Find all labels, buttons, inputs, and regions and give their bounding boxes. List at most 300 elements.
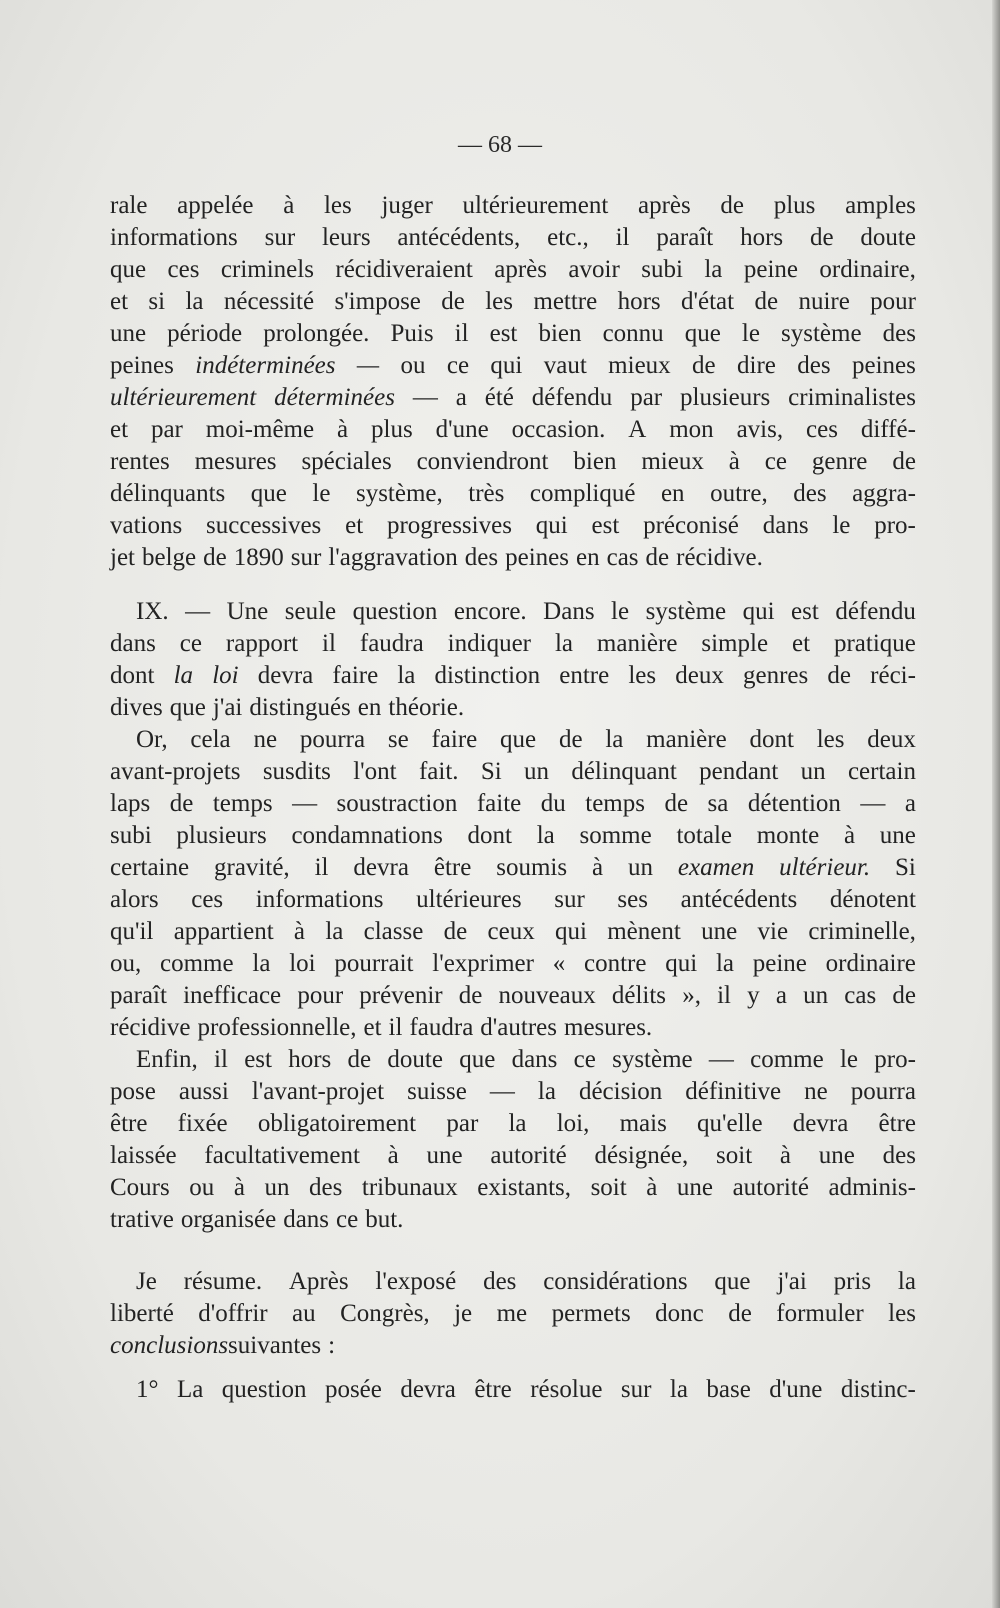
word: il (717, 982, 732, 1009)
text-line (110, 692, 916, 724)
text-line (110, 1140, 916, 1172)
word: qu'il (110, 918, 154, 945)
word: Cours (110, 1174, 170, 1201)
word: une (701, 918, 738, 945)
word: suivantes (228, 1332, 322, 1359)
text-line (110, 222, 916, 254)
word: manière (646, 726, 727, 753)
word: fait. (418, 758, 459, 785)
word: criminalistes (788, 384, 916, 411)
word: des (483, 1268, 517, 1295)
word: la (715, 950, 734, 977)
word: à (337, 416, 349, 443)
text-line (110, 1266, 916, 1298)
word: », (682, 982, 701, 1009)
word: a (904, 790, 916, 817)
word: deux (867, 726, 916, 753)
word: plus (773, 192, 816, 219)
word: temps (585, 790, 645, 817)
word: distinc- (840, 1376, 916, 1403)
text-line (110, 478, 916, 510)
word: défendu (531, 384, 613, 411)
text-line (110, 756, 916, 788)
word: pendant (699, 758, 779, 785)
word: système (781, 320, 862, 347)
word: peines (505, 544, 569, 571)
word: qui (490, 352, 523, 379)
word: nuire (798, 288, 850, 315)
word: délits (611, 982, 667, 1009)
word: liberté (110, 1300, 174, 1327)
word: Je (136, 1268, 157, 1295)
word: être (110, 1110, 148, 1137)
word: seule (284, 598, 337, 625)
word: à (283, 192, 295, 219)
word: de (809, 224, 834, 251)
text-line (110, 852, 916, 884)
word: de (720, 192, 745, 219)
word: dans (283, 1206, 330, 1233)
word: nouveaux (498, 982, 596, 1009)
text-line (110, 980, 916, 1012)
word: prévenir (359, 982, 443, 1009)
word: une (110, 320, 147, 347)
word: à (843, 822, 856, 849)
word: mais (619, 1110, 667, 1137)
word: indiquer (447, 630, 531, 657)
word: la (173, 662, 194, 689)
text-line (110, 916, 916, 948)
word: délinquants (110, 480, 226, 507)
word: les (816, 726, 845, 753)
word: plusieurs (680, 384, 771, 411)
word: organisée (180, 1206, 277, 1233)
word: monte (756, 822, 820, 849)
word: l'exprimer (432, 950, 534, 977)
word: ne (253, 726, 278, 753)
text-line (110, 318, 916, 350)
text-line (110, 628, 916, 660)
word: qui (555, 918, 587, 945)
word: rapport (225, 630, 299, 657)
word: avoir (568, 256, 620, 283)
word: appelée (177, 192, 254, 219)
word: été (484, 384, 514, 411)
word: certain (847, 758, 916, 785)
word: que (250, 480, 287, 507)
word: distinction (434, 662, 541, 689)
word: criminels (220, 256, 314, 283)
word: il (322, 630, 336, 657)
text-line (110, 1330, 916, 1362)
word: la (704, 256, 723, 283)
word: faite (476, 790, 522, 817)
paragraph-gap (110, 1362, 916, 1374)
word: ce (179, 630, 202, 657)
word: s'impose (334, 288, 421, 315)
word: être (433, 854, 472, 881)
word: la (185, 288, 204, 315)
word: un (628, 854, 653, 881)
word: faire (431, 726, 478, 753)
word: système, (355, 480, 443, 507)
word: défendu (835, 598, 916, 625)
word: question (352, 598, 438, 625)
word: diffé- (860, 416, 916, 443)
word: la (508, 1110, 527, 1137)
word: dont (467, 822, 512, 849)
body-text (110, 190, 916, 1406)
word: de (441, 288, 465, 315)
word: de (892, 448, 916, 475)
text-line (110, 1108, 916, 1140)
text-line (110, 510, 916, 542)
word: facultativement (204, 1142, 360, 1169)
word: subi (110, 822, 152, 849)
word: en (357, 694, 382, 721)
word: a (455, 384, 467, 411)
word: être (474, 1376, 512, 1403)
word: sa (707, 790, 729, 817)
text-line (110, 596, 916, 628)
text-line (110, 286, 916, 318)
word: être (878, 1110, 916, 1137)
word: hors (617, 288, 661, 315)
word: de (892, 982, 916, 1009)
word: et (363, 1014, 382, 1041)
word: progressives (386, 512, 512, 539)
word: ce (764, 448, 787, 475)
word: comme (750, 1046, 824, 1073)
word: ces (806, 416, 838, 443)
word: et (791, 630, 811, 657)
word: Enfin, (136, 1046, 198, 1073)
text-line (110, 254, 916, 286)
text-line (110, 660, 916, 692)
word: condamnations (291, 822, 443, 849)
word: ceux (487, 918, 535, 945)
word: pro- (874, 512, 916, 539)
word: il (314, 854, 329, 881)
word: Une (226, 598, 269, 625)
word: l'aggravation (328, 544, 458, 571)
word: est (489, 320, 518, 347)
word: la (554, 630, 573, 657)
word: la (897, 1268, 916, 1295)
word: hors (740, 224, 784, 251)
word: d'une (769, 1376, 823, 1403)
word: adminis- (828, 1174, 916, 1201)
word: — (292, 790, 318, 817)
word: une (426, 1142, 463, 1169)
word: système (645, 598, 727, 625)
word: conviendront (416, 448, 549, 475)
word: un (800, 758, 826, 785)
word: 1° (136, 1376, 159, 1403)
word: hors (288, 1046, 332, 1073)
text-line (110, 820, 916, 852)
text-line (110, 542, 916, 574)
word: pose (110, 1078, 156, 1105)
word: mon (669, 416, 714, 443)
word: y (747, 982, 760, 1009)
word: — (489, 1078, 515, 1105)
word: ou, (110, 950, 142, 977)
text-line (110, 1204, 916, 1236)
word: dans (511, 1046, 558, 1073)
word: par (446, 1110, 479, 1137)
word: Si (895, 854, 916, 881)
word: paraît (656, 224, 714, 251)
word: à (293, 918, 306, 945)
word: délinquant (571, 758, 677, 785)
word: il (615, 224, 630, 251)
word: informations (255, 886, 384, 913)
word: gravité, (214, 854, 290, 881)
word: au (292, 1300, 316, 1327)
word: et (345, 512, 364, 539)
word: laps (110, 790, 151, 817)
word: résolue (530, 1376, 603, 1403)
word: 1890 (233, 544, 284, 571)
word: mieux (641, 448, 704, 475)
word: — (185, 598, 211, 625)
word: outre, (710, 480, 768, 507)
word: subi (641, 256, 683, 283)
word: si (148, 288, 166, 315)
word: dives (110, 694, 163, 721)
word: déterminées (274, 384, 395, 411)
word: de (692, 352, 716, 379)
word: que (110, 256, 147, 283)
word: IX. (136, 598, 169, 625)
word: comme (160, 950, 234, 977)
word: à (779, 1142, 792, 1169)
word: à (591, 854, 604, 881)
word: sur (290, 544, 322, 571)
word: plus (371, 416, 413, 443)
text-line (110, 414, 916, 446)
word: autorité (490, 1142, 567, 1169)
word: il (388, 1014, 403, 1041)
word: définitive (685, 1078, 782, 1105)
word: paraît (110, 982, 167, 1009)
word: de (558, 726, 583, 753)
word: ultérieurement (110, 384, 257, 411)
word: fixée (177, 1110, 228, 1137)
word: temps (212, 790, 273, 817)
word: ce (446, 352, 470, 379)
word: deux (675, 662, 724, 689)
word: ce (573, 1046, 596, 1073)
word: simple (701, 630, 769, 657)
word: ne (804, 1078, 828, 1105)
word: un (524, 758, 550, 785)
word: préconisé (643, 512, 739, 539)
word: un (264, 1174, 290, 1201)
word: doute (387, 1046, 443, 1073)
word: des (797, 352, 831, 379)
word: La (176, 1376, 204, 1403)
word: avis, (736, 416, 784, 443)
word: loi (289, 950, 316, 977)
word: sur (554, 886, 585, 913)
word: totale (676, 822, 732, 849)
word: est (791, 598, 819, 625)
word: appartient (173, 918, 274, 945)
word: récidive. (676, 544, 763, 571)
word: décision (578, 1078, 663, 1105)
word: une (818, 1142, 855, 1169)
word: peines (851, 352, 916, 379)
word: la (252, 950, 271, 977)
word: entre (559, 662, 610, 689)
word: cas (606, 544, 639, 571)
word: dont (749, 726, 794, 753)
word: examen (677, 854, 755, 881)
word: — (860, 790, 886, 817)
word: Puis (390, 320, 434, 347)
text-line (110, 1172, 916, 1204)
word: faire (332, 662, 379, 689)
word: classe (363, 918, 424, 945)
word: doute (860, 224, 916, 251)
word: d'état (681, 288, 735, 315)
page-number: — 68 — (458, 132, 542, 158)
word: contre (583, 950, 647, 977)
word: devra (353, 854, 409, 881)
word: cas (844, 982, 877, 1009)
text-line (110, 1076, 916, 1108)
word: trative (110, 1206, 174, 1233)
word: l'avant-projet (251, 1078, 385, 1105)
word: conclusions (110, 1332, 229, 1359)
word: devra (400, 1376, 456, 1403)
word: a (775, 982, 787, 1009)
word: soumis (496, 854, 568, 881)
word: informations (110, 224, 238, 251)
word: ultérieur. (779, 854, 871, 881)
word: détention (747, 790, 841, 817)
word: et (110, 416, 129, 443)
word: en (575, 544, 600, 571)
word: récidive (110, 1014, 191, 1041)
word: — (356, 352, 380, 379)
word: il (214, 1046, 228, 1073)
word: à (233, 1174, 245, 1201)
word: le (832, 512, 851, 539)
word: ultérieures (416, 886, 522, 913)
word: récidiveraient (335, 256, 473, 283)
word: alors (110, 886, 159, 913)
word: inefficace (183, 982, 282, 1009)
word: Après (288, 1268, 349, 1295)
word: ces (191, 886, 224, 913)
word: très (468, 480, 505, 507)
paragraph-gap (110, 1236, 916, 1266)
word: que (459, 1046, 496, 1073)
word: il (454, 320, 469, 347)
word: rentes (110, 448, 170, 475)
word: devra (257, 662, 314, 689)
word: une (676, 1174, 714, 1201)
word: ordinaire (825, 950, 916, 977)
word: occasion. (511, 416, 606, 443)
word: pour (870, 288, 916, 315)
word: un (803, 982, 829, 1009)
word: jet (110, 544, 135, 571)
word: belge (142, 544, 197, 571)
word: qui (535, 512, 568, 539)
page-edge-shadow (992, 0, 1000, 1608)
word: par (630, 384, 663, 411)
word: théorie. (388, 694, 465, 721)
word: de (347, 1046, 372, 1073)
word: période (167, 320, 243, 347)
word: du (540, 790, 566, 817)
word: loi (212, 662, 239, 689)
word: les (485, 288, 514, 315)
word: ce (336, 1206, 359, 1233)
word: les (323, 192, 352, 219)
text-line (110, 1044, 916, 1076)
word: pourrait (334, 950, 414, 977)
word: l'exposé (375, 1268, 457, 1295)
word: « (552, 950, 566, 977)
text-line (110, 446, 916, 478)
word: spéciales (301, 448, 392, 475)
word: des (882, 320, 916, 347)
word: certaine (110, 854, 190, 881)
word: tribunaux (361, 1174, 458, 1201)
word: sur (264, 224, 296, 251)
word: considérations (543, 1268, 688, 1295)
word: posée (324, 1376, 382, 1403)
word: moi-même (205, 416, 315, 443)
word: de (443, 918, 468, 945)
word: je (454, 1300, 473, 1327)
word: pourra (299, 726, 366, 753)
word: peine (752, 950, 807, 977)
word: professionnelle, (197, 1014, 357, 1041)
word: antécédents, (397, 224, 521, 251)
word: connu (602, 320, 664, 347)
word: j'ai (777, 1268, 807, 1295)
word: système (612, 1046, 693, 1073)
word: — (412, 384, 438, 411)
word: vations (110, 512, 183, 539)
text-line (110, 788, 916, 820)
word: de (169, 790, 194, 817)
word: leurs (321, 224, 371, 251)
word: peines (110, 352, 174, 379)
word: la (605, 726, 624, 753)
word: de (728, 1300, 752, 1327)
word: mettre (533, 288, 598, 315)
word: mieux (608, 352, 671, 379)
word: pourra (850, 1078, 916, 1105)
word: la (536, 822, 555, 849)
word: antécédents (680, 886, 798, 913)
word: dénotent (829, 886, 916, 913)
word: indéterminées (195, 352, 336, 379)
word: compliqué (529, 480, 636, 507)
text-line (110, 382, 916, 414)
word: d'offrir (198, 1300, 268, 1327)
word: obligatoirement (257, 1110, 417, 1137)
word: distingués (249, 694, 351, 721)
word: loi, (556, 1110, 590, 1137)
